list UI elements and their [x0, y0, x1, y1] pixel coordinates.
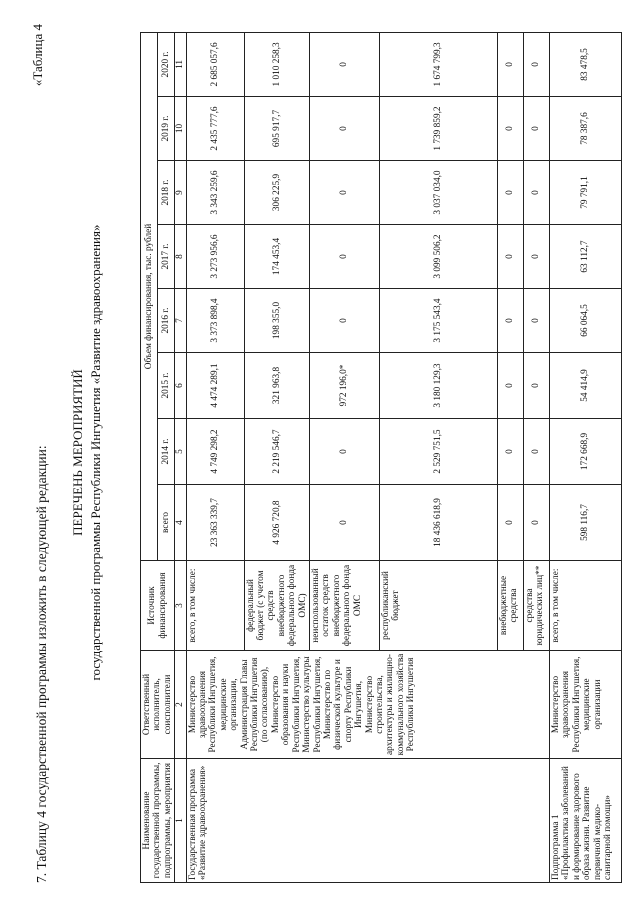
value-cell: 0 [498, 97, 524, 161]
value-cell: 0 [524, 289, 550, 353]
value-cell: 0 [524, 353, 550, 419]
intro-text: 7. Таблицу 4 государственной программы изложить в следующей редакции: [34, 445, 49, 883]
value-cell: 306 225,9 [244, 161, 309, 225]
subprogram-name: Подпрограмма 1 «Профилактика заболеваний и формирование здорового образа жизни. Развитие первичной медико-санитарной помощи» [550, 759, 622, 883]
program-name: Государственная программа «Развитие здравоохранения» [186, 759, 549, 883]
value-cell: 1 674 799,3 [380, 32, 498, 96]
source-cell: всего, в том числе: [550, 561, 622, 651]
value-cell: 1 739 859,2 [380, 97, 498, 161]
value-cell: 83 478,5 [550, 32, 622, 96]
value-cell: 0 [498, 32, 524, 96]
value-cell: 54 414,9 [550, 353, 622, 419]
value-cell: 3 273 956,6 [186, 225, 244, 289]
value-cell: 0 [310, 225, 380, 289]
column-index: 8 [175, 225, 186, 289]
column-index: 5 [175, 419, 186, 485]
value-cell: 2 529 751,5 [380, 419, 498, 485]
header-year: 2020 г. [158, 32, 175, 96]
value-cell: 0 [498, 485, 524, 561]
column-index: 11 [175, 32, 186, 96]
value-cell: 0 [524, 485, 550, 561]
source-cell: внебюджетные средства [498, 561, 524, 651]
value-cell: 3 099 506,2 [380, 225, 498, 289]
header-year: 2017 г. [158, 225, 175, 289]
value-cell: 0 [498, 419, 524, 485]
header-funding: Объем финансирования, тыс. рублей [141, 32, 158, 560]
value-cell: 4 926 720,8 [244, 485, 309, 561]
value-cell: 0 [498, 289, 524, 353]
value-cell: 174 453,4 [244, 225, 309, 289]
source-cell: всего, в том числе: [186, 561, 244, 651]
header-source: Источник финансирования [141, 561, 175, 651]
value-cell: 198 355,0 [244, 289, 309, 353]
value-cell: 172 668,9 [550, 419, 622, 485]
value-cell: 0 [310, 289, 380, 353]
value-cell: 0 [310, 161, 380, 225]
value-cell: 0 [498, 225, 524, 289]
value-cell: 0 [524, 97, 550, 161]
value-cell: 3 175 543,4 [380, 289, 498, 353]
program-executor: Министерство здравоохранения Республики Ингушетия, медицинские организации, Администрация Главы Республики Ингушетия (по согласованию), Министерство образования и науки Республики Ингушетия, Министерство культуры Республики Ингушетия, Министерство по физической культуре и спорту Республики Ингушетия, Министерство строительства, архитектуры и жилищно-коммунального хозяйства Республики Ингушетия [186, 651, 549, 759]
header-year: 2018 г. [158, 161, 175, 225]
header-executor: Ответственный исполнитель, соисполнители [141, 651, 175, 759]
column-index: 3 [175, 561, 186, 651]
value-cell: 0 [524, 225, 550, 289]
value-cell: 0 [524, 32, 550, 96]
value-cell: 598 116,7 [550, 485, 622, 561]
value-cell: 1 010 258,3 [244, 32, 309, 96]
value-cell: 695 917,7 [244, 97, 309, 161]
column-index: 1 [175, 759, 186, 883]
column-index: 4 [175, 485, 186, 561]
column-index: 7 [175, 289, 186, 353]
value-cell: 4 749 298,2 [186, 419, 244, 485]
table-number: «Таблица 4 [30, 24, 45, 87]
value-cell: 321 963,8 [244, 353, 309, 419]
source-cell: неиспользованный остаток средств внебюджетного федерального фонда ОМС [310, 561, 380, 651]
header-year: 2019 г. [158, 97, 175, 161]
document-subtitle: государственной программы Республики Ингушетия «Развитие здравоохранения» [88, 224, 103, 681]
column-index: 2 [175, 651, 186, 759]
value-cell: 78 387,6 [550, 97, 622, 161]
subprogram-executor: Министерство здравоохранения Республики Ингушетия, медицинские организации [550, 651, 622, 759]
value-cell: 3 343 259,6 [186, 161, 244, 225]
source-cell: средства юридических лиц** [524, 561, 550, 651]
value-cell: 0 [310, 97, 380, 161]
value-cell: 0 [310, 419, 380, 485]
header-total: всего [158, 485, 175, 561]
header-year: 2015 г. [158, 353, 175, 419]
header-row [141, 32, 158, 882]
value-cell: 3 037 034,0 [380, 161, 498, 225]
source-cell: республиканский бюджет [380, 561, 498, 651]
value-cell: 66 064,5 [550, 289, 622, 353]
value-cell: 0 [524, 419, 550, 485]
value-cell: 2 219 546,7 [244, 419, 309, 485]
value-cell: 2 685 057,6 [186, 32, 244, 96]
column-index-row [175, 32, 186, 882]
value-cell: 0 [310, 485, 380, 561]
document-title: ПЕРЕЧЕНЬ МЕРОПРИЯТИЙ [70, 369, 85, 536]
source-cell: федеральный бюджет (с учетом средств внебюджетного федерального фонда ОМС) [244, 561, 309, 651]
header-year: 2014 г. [158, 419, 175, 485]
column-index: 10 [175, 97, 186, 161]
column-index: 6 [175, 353, 186, 419]
value-cell: 3 180 129,3 [380, 353, 498, 419]
value-cell: 972 196,0* [310, 353, 380, 419]
header-year: 2016 г. [158, 289, 175, 353]
header-name: Наименование государственной программы, подпрограммы, мероприятия [141, 759, 175, 883]
value-cell: 0 [498, 353, 524, 419]
column-index: 9 [175, 161, 186, 225]
value-cell: 4 474 289,1 [186, 353, 244, 419]
value-cell: 79 791,1 [550, 161, 622, 225]
value-cell: 3 373 898,4 [186, 289, 244, 353]
value-cell: 63 112,7 [550, 225, 622, 289]
value-cell: 0 [498, 161, 524, 225]
value-cell: 23 363 339,7 [186, 485, 244, 561]
table-row [186, 32, 244, 882]
value-cell: 2 435 777,6 [186, 97, 244, 161]
value-cell: 18 436 618,9 [380, 485, 498, 561]
value-cell: 0 [524, 161, 550, 225]
value-cell: 0 [310, 32, 380, 96]
measures-table [140, 32, 622, 883]
table-row [550, 32, 622, 882]
